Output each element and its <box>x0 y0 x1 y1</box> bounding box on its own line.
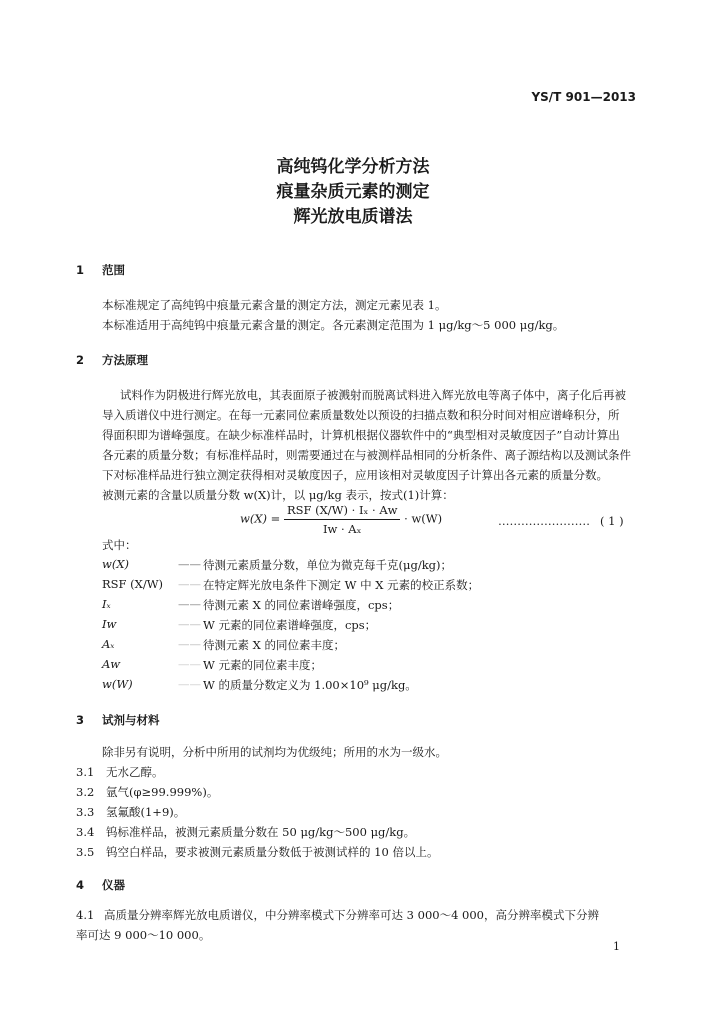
section-2-heading <box>76 352 148 368</box>
formula-fraction <box>284 503 401 536</box>
title-line-1: 高纯钨化学分析方法 <box>276 157 430 177</box>
page-number: 1 <box>613 940 620 953</box>
s3-item-number: 3.5 <box>76 845 95 859</box>
s3-item-number: 3.1 <box>76 765 95 779</box>
formula-number: ( 1 ) <box>600 514 624 528</box>
def-text: W 的质量分数定义为 1.00×10⁹ μg/kg。 <box>203 678 417 692</box>
formula-rhs: · w(W) <box>404 511 443 526</box>
def-dash: —— <box>178 577 201 591</box>
title-line-3: 辉光放电质谱法 <box>293 207 413 227</box>
section-3-heading <box>76 712 160 728</box>
where-label: 式中： <box>102 538 137 552</box>
def-dash: —— <box>178 597 201 611</box>
section-4-heading <box>76 877 125 893</box>
def-text: W 元素的同位素丰度； <box>203 658 322 672</box>
section-title: 试剂与材料 <box>102 713 160 727</box>
s2-line-5: 下对标准样品进行独立测定获得相对灵敏度因子，应用该相对灵敏度因子计算出各元素的质量分数。 <box>102 468 608 482</box>
s4-item-number: 4.1 <box>76 908 95 922</box>
formula-denominator: Iᴡ · Aₓ <box>322 522 362 536</box>
section-number: 4 <box>76 878 85 892</box>
def-symbol: w(X) <box>102 557 130 571</box>
standard-number: YS/T 901—2013 <box>531 90 636 104</box>
s3-item-text: 氢氟酸(1+9)。 <box>106 805 186 819</box>
def-symbol: w(W) <box>102 677 133 691</box>
s4-line-2: 率可达 9 000～10 000。 <box>76 928 211 942</box>
s3-item-number: 3.4 <box>76 825 95 839</box>
formula-lhs: w(X) = <box>240 511 281 526</box>
def-dash: —— <box>178 677 201 691</box>
s3-intro: 除非另有说明，分析中所用的试剂均为优级纯；所用的水为一级水。 <box>102 745 447 759</box>
def-text: W 元素的同位素谱峰强度，cps； <box>203 618 377 632</box>
def-text: 待测元素 X 的同位素谱峰强度，cps； <box>203 598 400 612</box>
section-number: 3 <box>76 713 85 727</box>
formula-numerator: RSF (X/W) · Iₓ · Aᴡ <box>284 503 401 520</box>
s3-item-text: 氩气(φ≥99.999%)。 <box>106 785 219 799</box>
def-text: 待测元素 X 的同位素丰度； <box>203 638 345 652</box>
formula-intro: 被测元素的含量以质量分数 w(X)计，以 μg/kg 表示，按式(1)计算： <box>102 488 454 502</box>
def-symbol: Aₓ <box>102 637 115 651</box>
s3-item-number: 3.2 <box>76 785 95 799</box>
s4-line-1: 高质量分辨率辉光放电质谱仪，中分辨率模式下分辨率可达 3 000～4 000，高分辨率模式下分辨 <box>104 908 599 922</box>
def-symbol: Iₓ <box>102 597 111 611</box>
def-symbol: Iᴡ <box>102 617 117 631</box>
section-title: 范围 <box>102 263 125 277</box>
def-text: 待测元素质量分数，单位为微克每千克(μg/kg)； <box>203 558 453 572</box>
def-text: 在特定辉光放电条件下测定 W 中 X 元素的校正系数； <box>203 578 480 592</box>
formula-leader-dots: …………………… <box>498 514 590 528</box>
s1-paragraph-2: 本标准适用于高纯钨中痕量元素含量的测定。各元素测定范围为 1 μg/kg～5 000 μg/kg。 <box>102 318 565 332</box>
section-number: 1 <box>76 263 85 277</box>
def-dash: —— <box>178 557 201 571</box>
s2-line-4: 各元素的质量分数；有标准样品时，则需要通过在与被测样品相同的分析条件、离子源结构以及测试条件 <box>102 448 631 462</box>
s2-line-2: 导入质谱仪中进行测定。在每一元素同位素质量数处以预设的扫描点数和积分时间对相应谱峰积分，所 <box>102 408 620 422</box>
def-dash: —— <box>178 657 201 671</box>
section-title: 仪器 <box>102 878 125 892</box>
def-symbol: Aᴡ <box>102 657 121 671</box>
def-dash: —— <box>178 617 201 631</box>
section-number: 2 <box>76 353 85 367</box>
s1-paragraph-1: 本标准规定了高纯钨中痕量元素含量的测定方法，测定元素见表 1。 <box>102 298 447 312</box>
s2-line-1: 试料作为阴极进行辉光放电，其表面原子被溅射而脱离试料进入辉光放电等离子体中，离子化后再被 <box>120 388 626 402</box>
def-symbol: RSF (X/W) <box>102 577 164 591</box>
title-line-2: 痕量杂质元素的测定 <box>276 182 430 202</box>
formula-1 <box>240 503 442 536</box>
section-title: 方法原理 <box>102 353 148 367</box>
s3-item-text: 钨标准样品，被测元素质量分数在 50 μg/kg～500 μg/kg。 <box>106 825 416 839</box>
s2-line-3: 得面积即为谱峰强度。在缺少标准样品时，计算机根据仪器软件中的“典型相对灵敏度因子”自动计算出 <box>102 428 620 442</box>
def-dash: —— <box>178 637 201 651</box>
s3-item-text: 钨空白样品，要求被测元素质量分数低于被测试样的 10 倍以上。 <box>106 845 439 859</box>
s3-item-number: 3.3 <box>76 805 95 819</box>
section-1-heading <box>76 262 125 278</box>
s3-item-text: 无水乙醇。 <box>106 765 164 779</box>
